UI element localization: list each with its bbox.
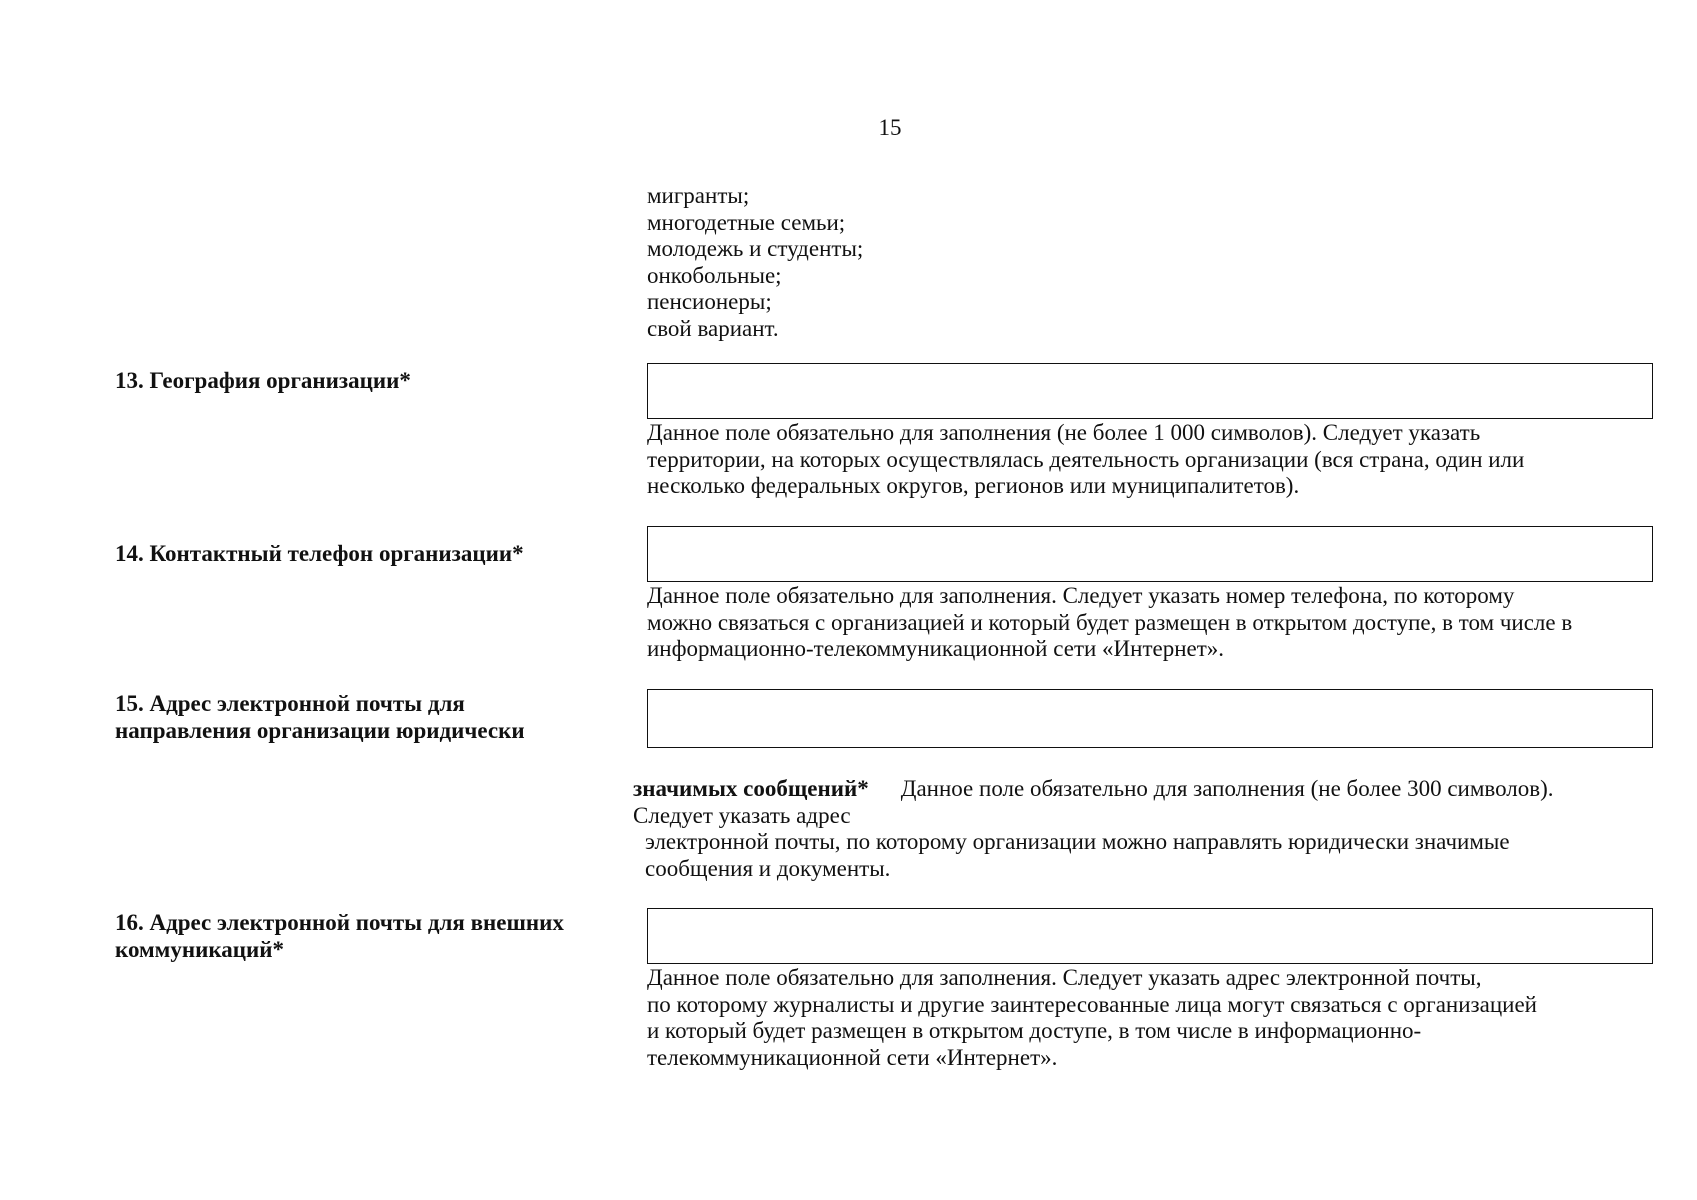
field-14-label: 14. Контактный телефон организации* bbox=[115, 541, 524, 566]
field-13-hint: Данное поле обязательно для заполнения (не более 1 000 символов). Следует указать территории, на которых осуществлялась деятельность организации (вся страна, один или несколько федеральных округов, регионов или муниципалитетов). bbox=[647, 420, 1525, 499]
field-16-label: 16. Адрес электронной почты для внешних коммуникаций* bbox=[115, 910, 564, 962]
field-13-input[interactable] bbox=[647, 363, 1653, 419]
list-item: мигранты; bbox=[647, 183, 750, 208]
list-item: свой вариант. bbox=[647, 315, 779, 341]
list-item: пенсионеры; bbox=[647, 289, 772, 315]
beneficiary-list bbox=[647, 183, 863, 343]
field-15-label-continuation: значимых сообщений* bbox=[633, 776, 869, 801]
field-14-hint: Данное поле обязательно для заполнения. Следует указать номер телефона, по которому можно связаться с организацией и который будет размещен в открытом доступе, в том числе в информационно-телекоммуникационной сети «Интернет». bbox=[647, 583, 1573, 662]
field-14-input[interactable] bbox=[647, 526, 1653, 582]
field-13-label: 13. География организации* bbox=[115, 368, 411, 393]
list-item: онкобольные; bbox=[647, 262, 782, 288]
field-15-hint: значимых сообщений* Данное поле обязательно для заполнения (не более 300 символов). Следует указать адрес электронной почты, по которому организации можно направлять юридически значимые сообщения и документы. bbox=[633, 776, 1554, 881]
field-15-label: 15. Адрес электронной почты для направления организации юридически bbox=[115, 691, 525, 743]
list-item: молодежь и студенты; bbox=[647, 236, 864, 262]
list-item: многодетные семьи; bbox=[647, 209, 846, 235]
page-number: 15 bbox=[878, 115, 902, 140]
field-16-input[interactable] bbox=[647, 908, 1653, 964]
field-15-input[interactable] bbox=[647, 689, 1653, 748]
field-16-hint: Данное поле обязательно для заполнения. Следует указать адрес электронной почты, по которому журналисты и другие заинтересованные лица могут связаться с организацией и который будет размещен в открытом доступе, в том числе в информационно- телекоммуникационной сети «Интернет». bbox=[647, 965, 1537, 1070]
